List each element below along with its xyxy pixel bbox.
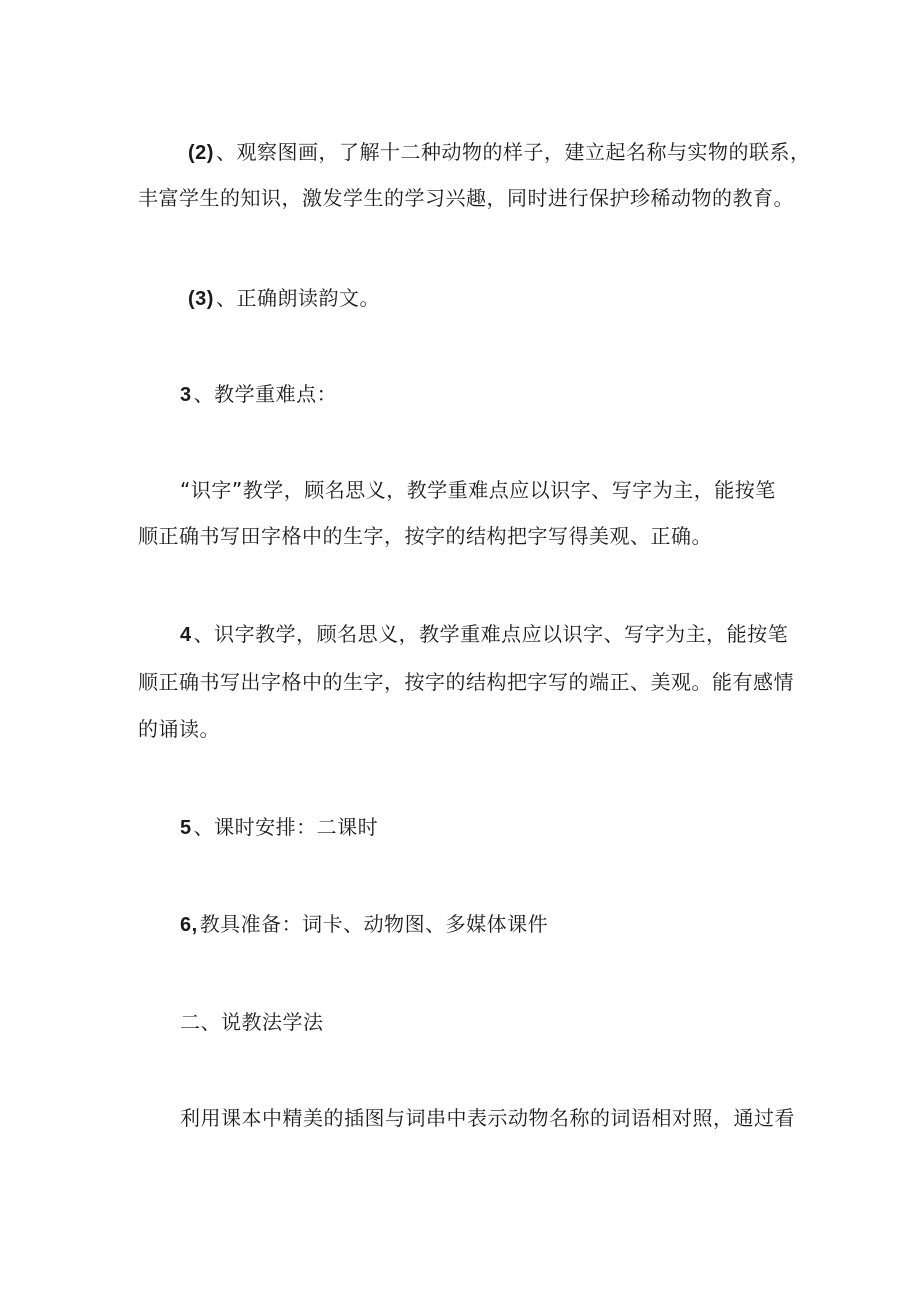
paragraph-text: 、正确朗读韵文。 xyxy=(215,286,380,310)
section-4-line-2: 顺正确书写出字格中的生字，按字的结构把字写的端正、美观。能有感情 xyxy=(138,670,794,694)
item-number: (3) xyxy=(188,288,214,310)
paragraph-2-line-1 xyxy=(180,140,810,165)
paragraph-text: 、识字教学，顾名思义，教学重难点应以识字、写字为主，能按笔 xyxy=(193,622,789,646)
teaching-methods-line-1: 利用课本中精美的插图与词串中表示动物名称的词语相对照，通过看 xyxy=(180,1106,795,1130)
section-6-line xyxy=(180,912,548,937)
section-5-line xyxy=(180,815,378,840)
section-4-line-3: 的诵读。 xyxy=(138,717,220,741)
item-number: 5 xyxy=(180,817,192,839)
key-points-line-2: 顺正确书写田字格中的生字，按字的结构把字写得美观、正确。 xyxy=(138,524,712,548)
item-number: (2) xyxy=(188,142,214,164)
paragraph-text: 教具准备：词卡、动物图、多媒体课件 xyxy=(199,912,549,936)
paragraph-text: 、课时安排：二课时 xyxy=(193,815,379,839)
item-number: 4 xyxy=(180,624,192,646)
item-number: 6, xyxy=(180,914,198,936)
paragraph-2-line-2: 丰富学生的知识，激发学生的学习兴趣，同时进行保护珍稀动物的教育。 xyxy=(138,186,794,210)
paragraph-3-line-1 xyxy=(180,286,380,311)
key-points-line-1: “识字”教学，顾名思义，教学重难点应以识字、写字为主，能按笔 xyxy=(180,478,776,502)
section-heading-teaching-methods: 二、说教法学法 xyxy=(180,1010,324,1034)
heading-text: 、教学重难点： xyxy=(193,382,338,406)
item-number: 3 xyxy=(180,384,192,406)
section-3-heading xyxy=(180,382,337,407)
paragraph-text: 、观察图画，了解十二种动物的样子，建立起名称与实物的联系， xyxy=(215,140,811,164)
section-4-line-1 xyxy=(180,622,788,647)
